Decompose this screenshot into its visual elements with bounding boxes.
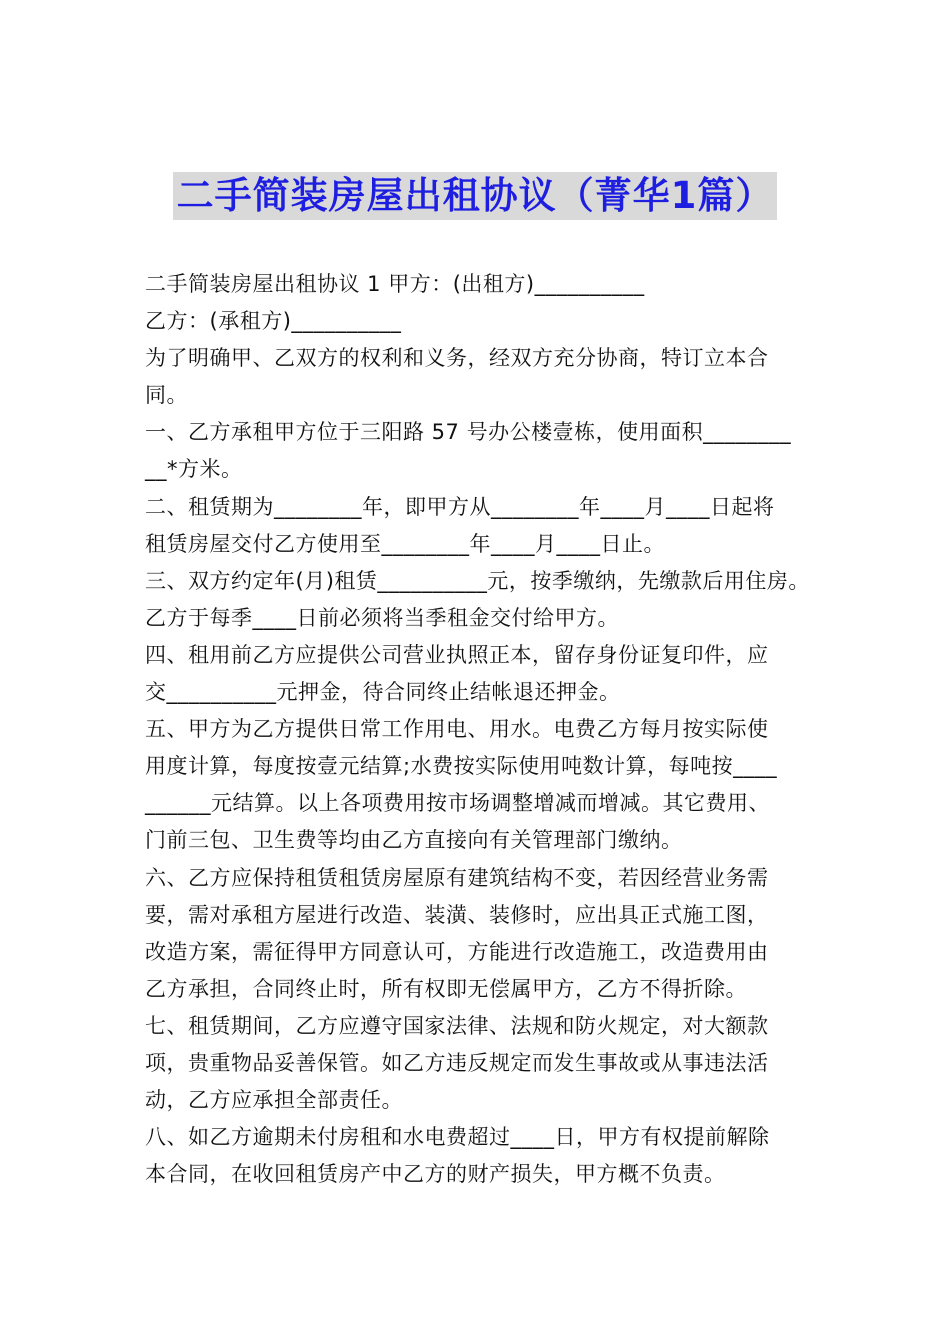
body-line: 用度计算，每度按壹元结算;水费按实际使用吨数计算，每吨按____ — [145, 754, 778, 779]
body-line: 二手简装房屋出租协议 1 甲方：(出租方)__________ — [145, 272, 645, 296]
body-line: 交__________元押金，待合同终止结帐退还押金。 — [145, 680, 621, 705]
document-body — [145, 266, 813, 1193]
body-line: 乙方：(承租方)__________ — [145, 309, 402, 334]
body-line: 要，需对承租方屋进行改造、装潢、装修时，应出具正式施工图， — [145, 902, 769, 927]
body-line: 二、租赁期为________年，即甲方从________年____月____日起将 — [145, 494, 775, 519]
body-line: 四、租用前乙方应提供公司营业执照正本，留存身份证复印件，应 — [145, 642, 769, 667]
body-line: 乙方于每季____日前必须将当季租金交付给甲方。 — [145, 605, 619, 630]
body-line: 八、如乙方逾期未付房租和水电费超过____日，甲方有权提前解除 — [145, 1125, 770, 1150]
body-line: 租赁房屋交付乙方使用至________年____月____日止。 — [145, 531, 665, 556]
body-line: ______元结算。以上各项费用按市场调整增减而增减。其它费用、 — [145, 791, 770, 816]
body-line: 改造方案，需征得甲方同意认可，方能进行改造施工，改造费用由 — [145, 939, 769, 964]
body-line: 七、租赁期间，乙方应遵守国家法律、法规和防火规定，对大额款 — [145, 1013, 769, 1038]
body-line: 一、乙方承租甲方位于三阳路 57 号办公楼壹栋，使用面积________ — [145, 420, 792, 445]
body-line: 同。 — [145, 383, 188, 408]
body-line: 项，贵重物品妥善保管。如乙方违反规定而发生事故或从事违法活 — [145, 1050, 769, 1075]
body-line: 动，乙方应承担全部责任。 — [145, 1088, 403, 1113]
body-line: 门前三包、卫生费等均由乙方直接向有关管理部门缴纳。 — [145, 828, 683, 853]
body-line: 乙方承担，合同终止时，所有权即无偿属甲方，乙方不得折除。 — [145, 976, 747, 1001]
body-line: 本合同，在收回租赁房产中乙方的财产损失，甲方概不负责。 — [145, 1162, 726, 1187]
body-line: __*方米。 — [145, 457, 243, 482]
body-line: 五、甲方为乙方提供日常工作用电、用水。电费乙方每月按实际使 — [145, 717, 769, 742]
document-title: 二手简装房屋出租协议（菁华1篇） — [173, 172, 778, 220]
body-line: 六、乙方应保持租赁租赁房屋原有建筑结构不变，若因经营业务需 — [145, 865, 769, 890]
body-line: 为了明确甲、乙双方的权利和义务，经双方充分协商，特订立本合 — [145, 346, 769, 371]
title-container — [0, 172, 950, 220]
body-line: 三、双方约定年(月)租赁__________元，按季缴纳，先缴款后用住房。 — [145, 568, 810, 593]
